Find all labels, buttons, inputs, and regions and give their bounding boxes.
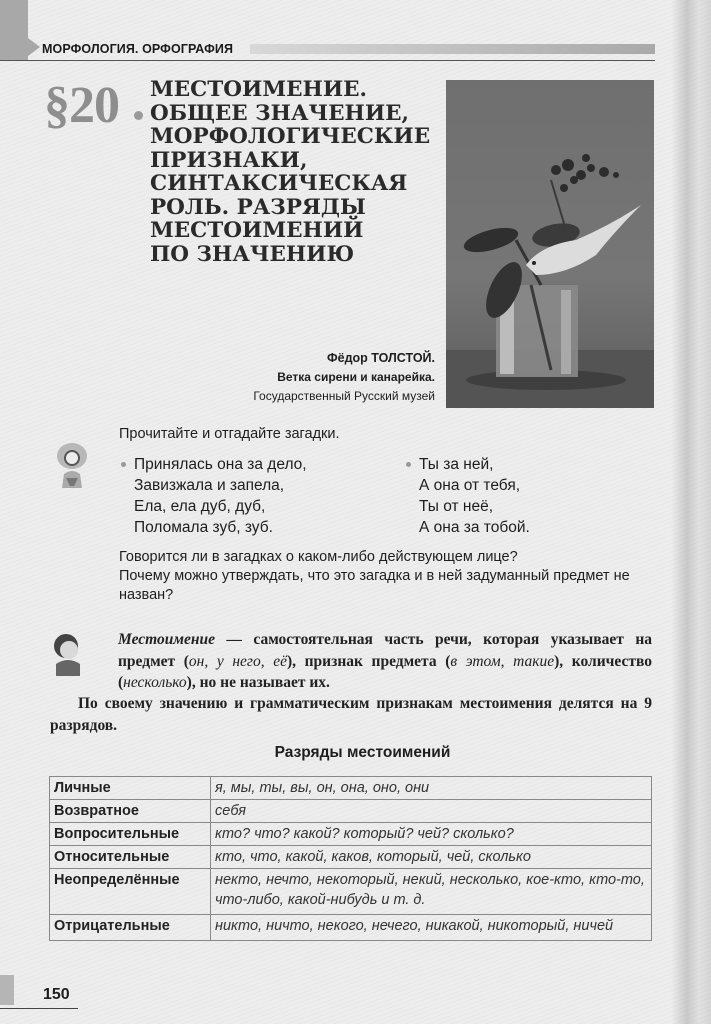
- definition-example: несколько: [123, 674, 187, 691]
- riddle-1: [134, 454, 307, 538]
- examples-cell: кто? что? какой? который? чей? сколько?: [211, 823, 652, 846]
- category-cell: Возвратное: [50, 800, 211, 823]
- riddle-line: Поломала зуб, зуб.: [134, 519, 273, 536]
- task-instruction: Прочитайте и отгадайте загадки.: [119, 426, 340, 442]
- title-line: ПРИЗНАКИ,: [150, 147, 308, 173]
- definition-example: в этом, такие: [450, 652, 555, 670]
- table-row: [50, 823, 652, 846]
- category-cell: Относительные: [50, 846, 211, 869]
- footer-tab-marker: [0, 975, 14, 1005]
- question: Говорится ли в загадках о каком-либо действующем лице?: [119, 549, 518, 565]
- title-line: МЕСТОИМЕНИЙ: [150, 218, 364, 243]
- riddle-2: [419, 454, 530, 538]
- title-line: ОБЩЕЕ ЗНАЧЕНИЕ,: [150, 100, 410, 126]
- riddle-line: Ела, ела дуб, дуб,: [134, 498, 266, 515]
- painting-caption: [253, 349, 435, 406]
- definition-text: ), количество (: [118, 652, 652, 691]
- girl-with-magnifier-icon: [52, 440, 92, 490]
- definition-text: ), но не называет их.: [186, 674, 330, 691]
- header-divider: [0, 60, 655, 61]
- header-decorative-strip: [250, 44, 655, 54]
- definition-text: ), признак предмета (: [286, 652, 451, 670]
- lilac-canary-painting-icon: [446, 80, 654, 408]
- examples-cell: кто, что, какой, каков, который, чей, сколько: [211, 846, 652, 869]
- paragraph-number: §20: [44, 77, 119, 134]
- table-row: [50, 800, 652, 823]
- examples-cell: себя: [211, 800, 652, 823]
- page-number: 150: [43, 986, 70, 1003]
- definition-box: [118, 629, 652, 694]
- category-cell: Отрицательные: [50, 915, 211, 941]
- title-line: МЕСТОИМЕНИЕ.: [150, 77, 368, 102]
- riddle-line: Ты от неё,: [419, 498, 494, 515]
- book-spine-shadow: [671, 0, 711, 1024]
- definition-text: самостоятельная часть речи, которая указывает на предмет (: [118, 631, 653, 670]
- riddle-line: Принялась она за дело,: [134, 456, 307, 473]
- examples-cell: некто, нечто, некоторый, некий, несколько, кое-кто, кто-то, что-либо, какой-нибудь и т. д.: [211, 869, 652, 915]
- painting-museum: Государственный Русский музей: [253, 389, 435, 403]
- title-line: РОЛЬ. РАЗРЯДЫ: [150, 194, 366, 220]
- examples-cell: никто, ничто, некого, нечего, никакой, никоторый, ничей: [211, 915, 652, 941]
- table-title: Разряды местоимений: [274, 744, 451, 761]
- painting-illustration: [446, 80, 654, 408]
- section-title: МОРФОЛОГИЯ. ОРФОГРАФИЯ: [42, 42, 234, 56]
- table-row: [50, 846, 652, 869]
- chapter-title: [150, 78, 440, 266]
- category-cell: Личные: [50, 777, 211, 800]
- painting-author: Фёдор ТОЛСТОЙ.: [326, 351, 435, 365]
- category-cell: Неопределённые: [50, 869, 211, 915]
- title-line: СИНТАКСИЧЕСКАЯ: [150, 171, 408, 196]
- title-line: ПО ЗНАЧЕНИЮ: [150, 241, 355, 267]
- table-row: [50, 869, 652, 915]
- riddle-line: Ты за ней,: [419, 456, 494, 473]
- riddle-line: Завизжала и запела,: [134, 477, 285, 494]
- footer-divider: [0, 1008, 78, 1009]
- category-cell: Вопросительные: [50, 823, 211, 846]
- riddle-line: А она за тобой.: [419, 519, 530, 536]
- task-questions: [119, 548, 659, 605]
- definition-dash: —: [214, 631, 254, 648]
- table-row: [50, 915, 652, 941]
- examples-cell: я, мы, ты, вы, он, она, оно, они: [211, 777, 652, 800]
- pronoun-categories-table: [49, 776, 652, 941]
- painting-title: Ветка сирени и канарейка.: [277, 370, 435, 384]
- question: Почему можно утверждать, что это загадка и в ней задуманный предмет не назван?: [119, 568, 630, 603]
- bullet-icon: [406, 462, 411, 467]
- title-line: МОРФОЛОГИЧЕСКИЕ: [150, 124, 431, 149]
- riddle-line: А она от тебя,: [419, 477, 521, 494]
- table-row: [50, 777, 652, 800]
- bullet-icon: [121, 462, 126, 467]
- boy-icon: [50, 632, 86, 678]
- running-header: [0, 40, 655, 60]
- definition-example: он, у него, её: [188, 652, 287, 670]
- classification-text: По своему значению и грамматическим признакам местоимения делятся на 9 разрядов.: [50, 695, 652, 734]
- paragraph-dot-icon: [134, 111, 143, 120]
- definition-term: Местоимение: [118, 631, 215, 648]
